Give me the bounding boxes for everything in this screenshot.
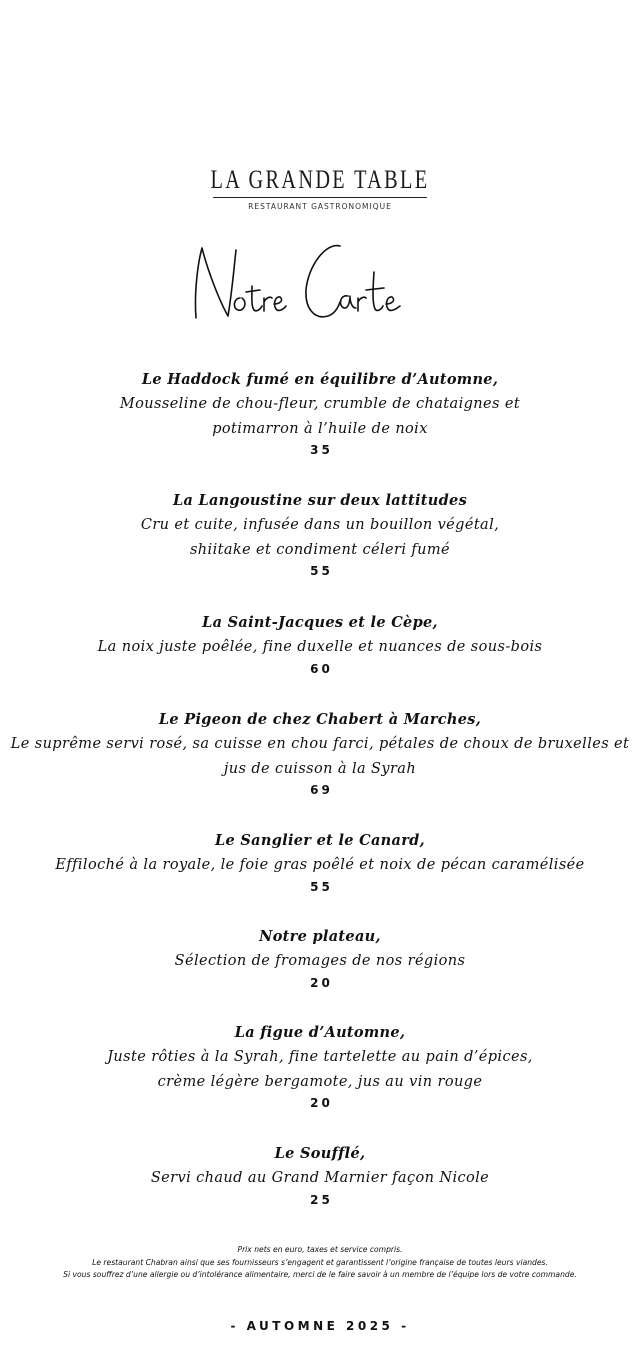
dish-description: Servi chaud au Grand Marnier façon Nicole (150, 1170, 490, 1186)
dish-name: Le Pigeon de chez Chabert à Marches, (158, 711, 482, 728)
dish-price: 20 (310, 1096, 333, 1110)
dish-name: La figue d’Automne, (234, 1024, 406, 1041)
price-note: Prix nets en euro, taxes et service compris. (237, 1245, 403, 1254)
dish-description: La noix juste poêlée, fine duxelle et nuances de sous-bois (97, 639, 543, 655)
dish-name: Le Soufflé, (274, 1145, 366, 1162)
brand-subtitle: RESTAURANT GASTRONOMIQUE (248, 202, 392, 211)
dish-description: Mousseline de chou-fleur, crumble de chataignes et potimarron à l’huile de noix (119, 396, 521, 437)
dish-description: Le suprême servi rosé, sa cuisse en chou farci, pétales de choux de bruxelles et jus de cuisson à la Syrah (10, 736, 630, 777)
dish-price: 35 (310, 443, 333, 457)
dish-price: 55 (310, 564, 333, 578)
menu-item (0, 1142, 640, 1209)
page-title (180, 232, 440, 332)
menu-item (0, 611, 640, 678)
brand-divider (213, 197, 427, 198)
menu-item (0, 708, 640, 799)
dish-price: 55 (310, 879, 333, 894)
dish-price: 20 (310, 975, 333, 990)
dish-price: 25 (310, 1192, 333, 1207)
allergy-note: Si vous souffrez d’une allergie ou d’intolérance alimentaire, merci de le faire savoir à un membre de l’équipe lors de votre commande. (63, 1270, 577, 1279)
brand-name: LA GRANDE TABLE (210, 165, 430, 194)
menu-item (0, 1021, 640, 1112)
dish-name: Notre plateau, (259, 928, 381, 945)
legal-notes (0, 1244, 640, 1282)
menu-item (0, 368, 640, 459)
menu-item (0, 925, 640, 992)
restaurant-logo (0, 165, 640, 211)
menu-item (0, 489, 640, 580)
dish-description: Effiloché à la royale, le foie gras poêlé et noix de pécan caramélisée (55, 857, 585, 873)
dish-price: 69 (310, 783, 333, 797)
dish-price: 60 (310, 661, 333, 676)
dish-name: Le Haddock fumé en équilibre d’Automne, (141, 371, 499, 388)
menu-item (0, 829, 640, 896)
dish-name: La Saint-Jacques et le Cèpe, (202, 614, 438, 631)
dish-description: Juste rôties à la Syrah, fine tartelette au pain d’épices, crème légère bergamote, jus au vin rouge (107, 1049, 533, 1090)
dish-description: Sélection de fromages de nos régions (174, 953, 466, 969)
season-label: - AUTOMNE 2025 - (230, 1319, 410, 1333)
dish-description: Cru et cuite, infusée dans un bouillon végétal, shiitake et condiment céleri fumé (140, 517, 500, 558)
dish-name: La Langoustine sur deux lattitudes (172, 492, 468, 509)
origin-note: Le restaurant Chabran ainsi que ses fournisseurs s’engagent et garantissent l’origine française de toutes leurs viandes. (92, 1257, 548, 1267)
dish-name: Le Sanglier et le Canard, (215, 832, 425, 849)
